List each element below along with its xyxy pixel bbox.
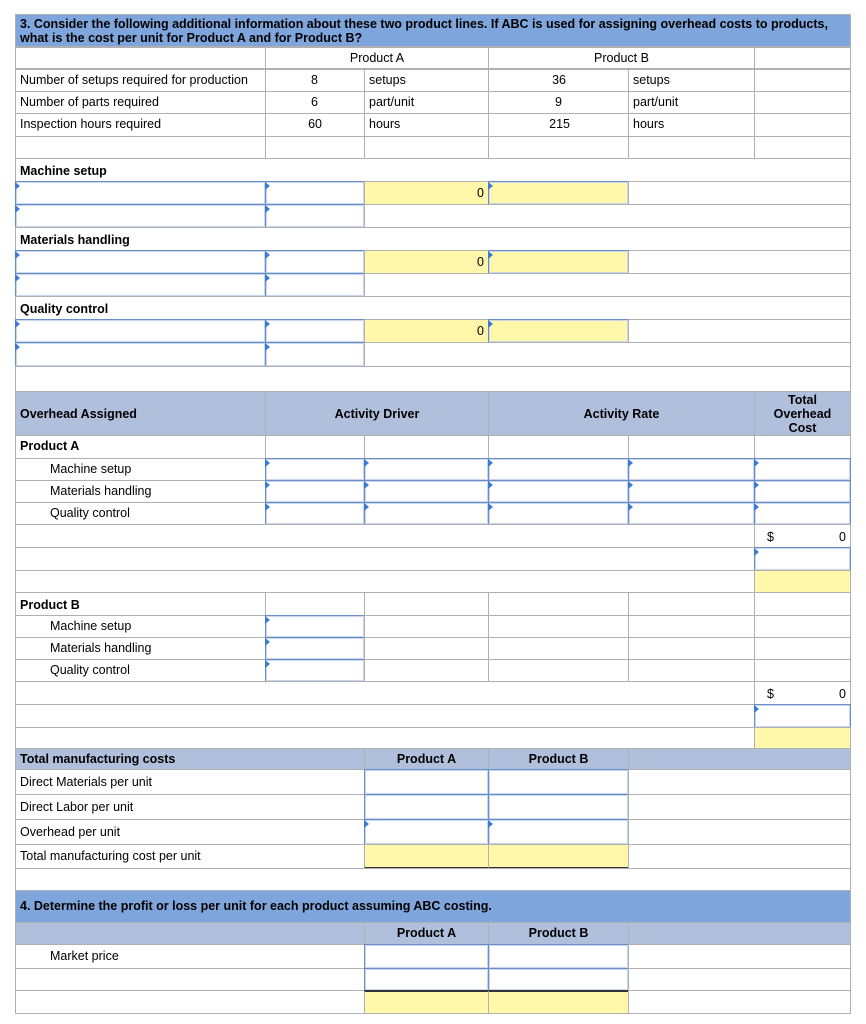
setups-b-unit: setups xyxy=(628,69,755,92)
setups-b-value: 36 xyxy=(488,69,629,92)
a-quality-control-label: Quality control xyxy=(15,502,266,525)
activity-rate-header: Activity Rate xyxy=(488,391,755,436)
parts-b-unit: part/unit xyxy=(628,91,755,114)
a-quality-control-rate-unit[interactable] xyxy=(628,502,755,525)
machine-setup-input-1[interactable] xyxy=(15,181,266,205)
profit-loss-a xyxy=(364,990,489,1014)
a-machine-setup-rate-unit[interactable] xyxy=(628,458,755,481)
materials-handling-heading: Materials handling xyxy=(15,227,851,251)
a-machine-setup-driver[interactable] xyxy=(364,458,489,481)
machine-setup-rate-a: 0 xyxy=(364,181,489,205)
profit-loss-b xyxy=(488,990,629,1014)
direct-labor-label: Direct Labor per unit xyxy=(15,794,365,820)
quality-control-heading: Quality control xyxy=(15,296,851,320)
overhead-assigned-header: Overhead Assigned xyxy=(15,391,266,436)
product-b-units-input[interactable] xyxy=(754,704,851,728)
product-b-total-overhead: $ 0 xyxy=(754,681,851,705)
a-materials-handling-rate-unit[interactable] xyxy=(628,480,755,503)
quality-control-input-1[interactable] xyxy=(15,319,266,343)
inspection-b-unit: hours xyxy=(628,113,755,137)
setups-a-unit: setups xyxy=(364,69,489,92)
a-materials-handling-rate[interactable] xyxy=(488,480,629,503)
b-quality-control-label: Quality control xyxy=(15,659,266,682)
quality-control-input-4[interactable] xyxy=(265,342,365,367)
a-quality-control-rate[interactable] xyxy=(488,502,629,525)
market-price-a[interactable] xyxy=(364,944,489,969)
a-materials-handling-total[interactable] xyxy=(754,480,851,503)
direct-materials-b[interactable] xyxy=(488,769,629,795)
machine-setup-heading: Machine setup xyxy=(15,158,851,182)
mfg-product-b-header: Product B xyxy=(488,748,629,770)
mfg-product-a-header: Product A xyxy=(364,748,489,770)
total-overhead-cost-header: Total Overhead Cost xyxy=(754,391,851,436)
overhead-per-unit-a[interactable] xyxy=(364,819,489,845)
total-mfg-costs-header: Total manufacturing costs xyxy=(15,748,365,770)
a-quality-control-driver[interactable] xyxy=(364,502,489,525)
cost-per-unit-b[interactable] xyxy=(488,968,629,991)
parts-b-value: 9 xyxy=(488,91,629,114)
direct-materials-a[interactable] xyxy=(364,769,489,795)
a-materials-handling-label: Materials handling xyxy=(15,480,266,503)
a-quality-control-total[interactable] xyxy=(754,502,851,525)
overhead-per-unit-label: Overhead per unit xyxy=(15,819,365,845)
materials-handling-input-1[interactable] xyxy=(15,250,266,274)
cost-per-unit-a[interactable] xyxy=(364,968,489,991)
market-price-b[interactable] xyxy=(488,944,629,969)
machine-setup-input-2[interactable] xyxy=(265,181,365,205)
b-materials-handling-label: Materials handling xyxy=(15,637,266,660)
product-b-header: Product B xyxy=(488,47,755,69)
b-machine-setup-label: Machine setup xyxy=(15,615,266,638)
materials-handling-input-4[interactable] xyxy=(265,273,365,297)
a-machine-setup-total[interactable] xyxy=(754,458,851,481)
inspection-a-unit: hours xyxy=(364,113,489,137)
a-materials-handling-qty[interactable] xyxy=(265,480,365,503)
direct-labor-a[interactable] xyxy=(364,794,489,820)
market-price-label: Market price xyxy=(15,944,365,969)
quality-control-input-b[interactable] xyxy=(488,319,629,343)
parts-a-unit: part/unit xyxy=(364,91,489,114)
total-mfg-cost-b xyxy=(488,844,629,869)
quality-control-input-3[interactable] xyxy=(15,342,266,367)
direct-materials-label: Direct Materials per unit xyxy=(15,769,365,795)
a-machine-setup-qty[interactable] xyxy=(265,458,365,481)
materials-handling-rate-a: 0 xyxy=(364,250,489,274)
materials-handling-input-b[interactable] xyxy=(488,250,629,274)
a-machine-setup-label: Machine setup xyxy=(15,458,266,481)
activity-driver-header: Activity Driver xyxy=(265,391,489,436)
product-b-overhead-per-unit xyxy=(754,727,851,749)
quality-control-rate-a: 0 xyxy=(364,319,489,343)
total-mfg-cost-a xyxy=(364,844,489,869)
a-materials-handling-driver[interactable] xyxy=(364,480,489,503)
machine-setup-input-b[interactable] xyxy=(488,181,629,205)
a-quality-control-qty[interactable] xyxy=(265,502,365,525)
materials-handling-input-2[interactable] xyxy=(265,250,365,274)
machine-setup-input-3[interactable] xyxy=(15,204,266,228)
b-materials-handling-qty[interactable] xyxy=(265,637,365,660)
b-machine-setup-qty[interactable] xyxy=(265,615,365,638)
direct-labor-b[interactable] xyxy=(488,794,629,820)
q4-product-a-header: Product A xyxy=(364,922,489,945)
quality-control-input-2[interactable] xyxy=(265,319,365,343)
b-quality-control-qty[interactable] xyxy=(265,659,365,682)
product-a-total-overhead: $ 0 xyxy=(754,524,851,548)
product-a-units-input[interactable] xyxy=(754,547,851,571)
inspection-a-value: 60 xyxy=(265,113,365,137)
question-4: 4. Determine the profit or loss per unit for each product assuming ABC costing. xyxy=(15,890,851,923)
a-machine-setup-rate[interactable] xyxy=(488,458,629,481)
parts-a-value: 6 xyxy=(265,91,365,114)
total-mfg-cost-label: Total manufacturing cost per unit xyxy=(15,844,365,869)
product-a-label: Product A xyxy=(15,435,266,459)
inspection-b-value: 215 xyxy=(488,113,629,137)
inspection-label: Inspection hours required xyxy=(15,113,266,137)
setups-label: Number of setups required for production xyxy=(15,69,266,92)
product-a-header: Product A xyxy=(265,47,489,69)
product-a-overhead-per-unit xyxy=(754,570,851,593)
q4-product-b-header: Product B xyxy=(488,922,629,945)
parts-label: Number of parts required xyxy=(15,91,266,114)
machine-setup-input-4[interactable] xyxy=(265,204,365,228)
setups-a-value: 8 xyxy=(265,69,365,92)
product-b-label: Product B xyxy=(15,592,266,616)
question-3: 3. Consider the following additional information about these two product lines. If ABC is used for assigning overhead costs to products, what is the cost per unit for Product A and for Product B? xyxy=(15,14,851,47)
materials-handling-input-3[interactable] xyxy=(15,273,266,297)
overhead-per-unit-b[interactable] xyxy=(488,819,629,845)
